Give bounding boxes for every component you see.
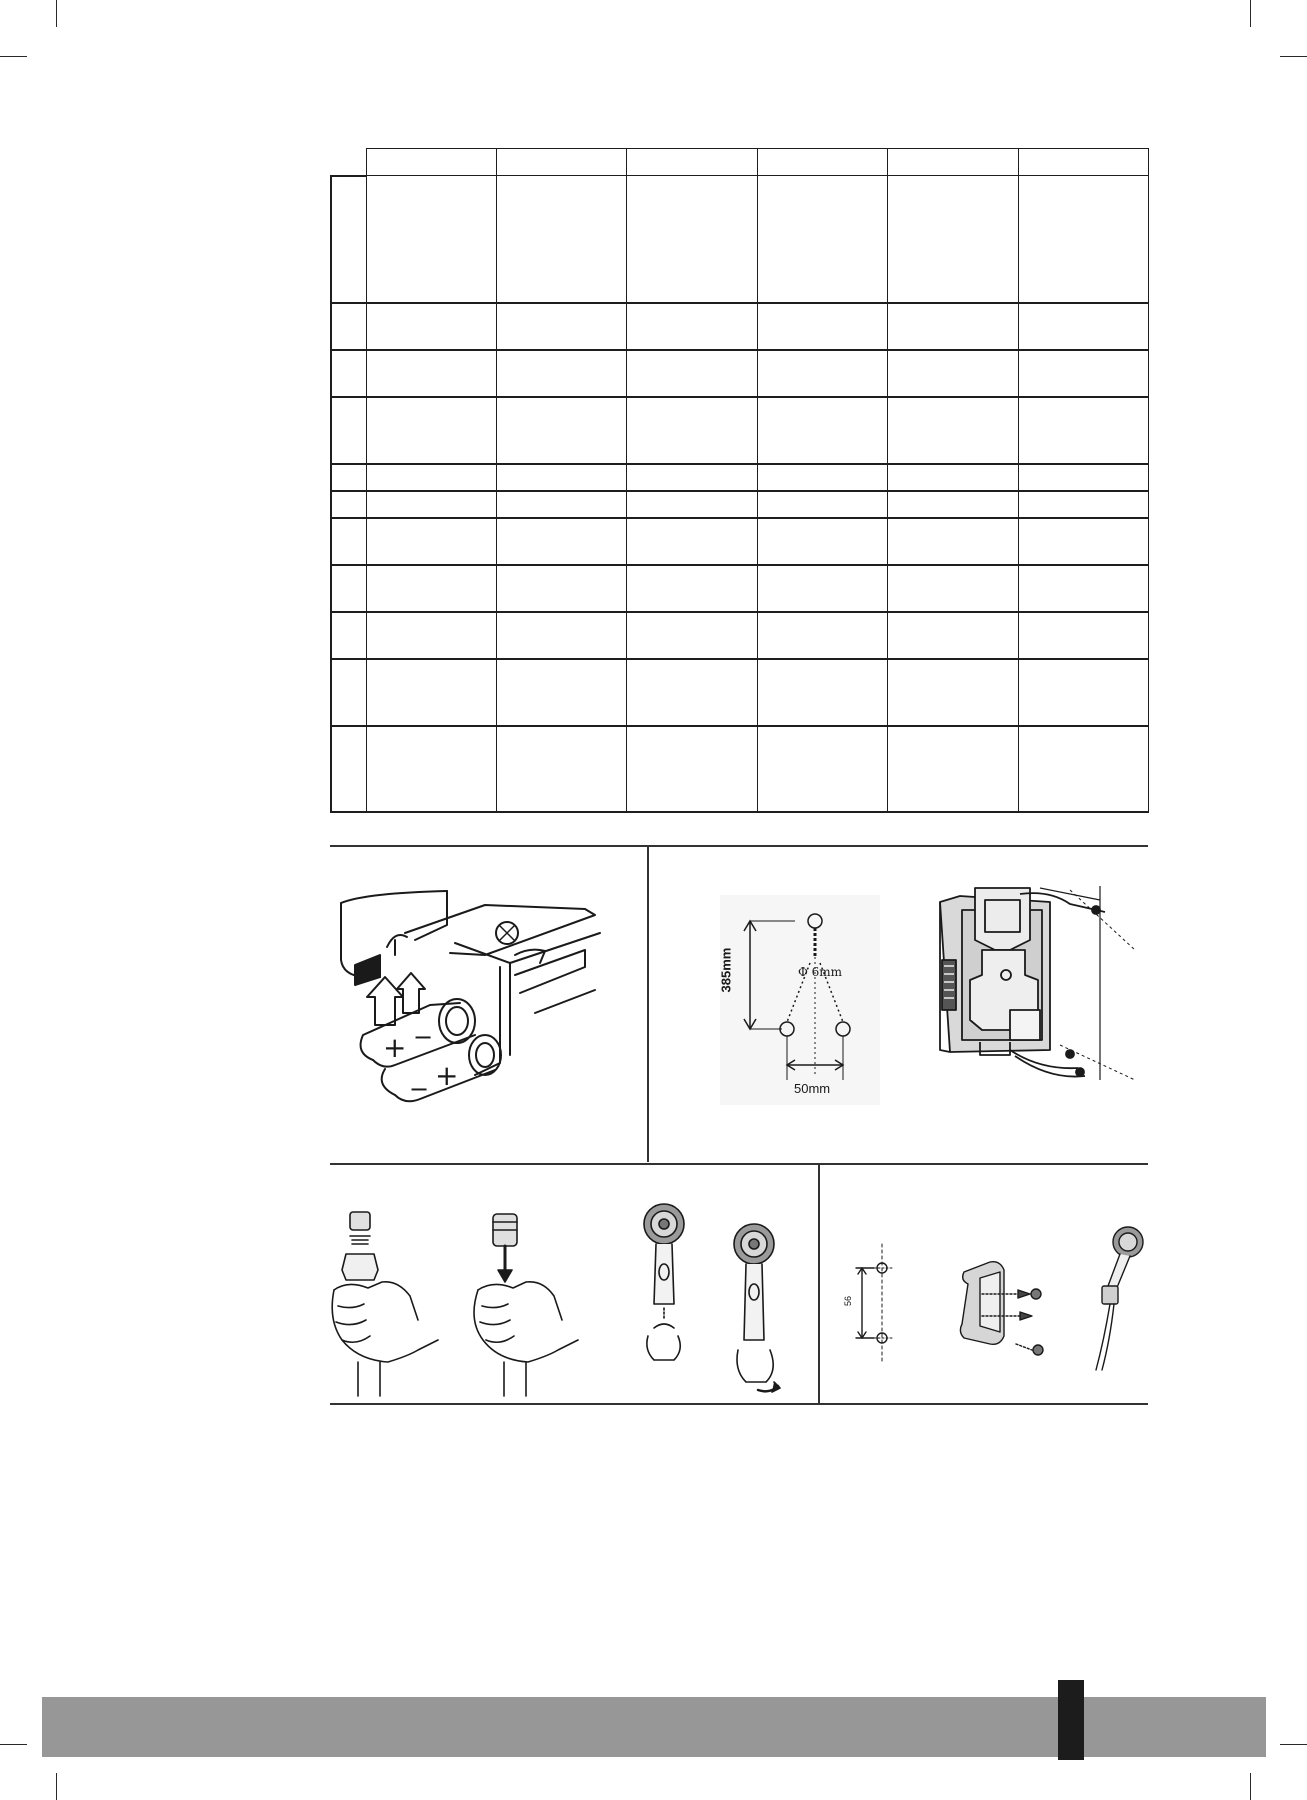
panel-divider	[330, 1403, 1148, 1405]
table-cell	[627, 612, 757, 659]
table-cell	[366, 350, 496, 397]
heater-on-wall-figure	[920, 880, 1150, 1095]
table-cell	[627, 397, 757, 464]
holder-mount-figure	[840, 1220, 1150, 1380]
row-number-cell	[331, 491, 366, 518]
table-cell	[366, 565, 496, 612]
svg-text:−: −	[409, 1075, 430, 1103]
table-cell	[888, 491, 1018, 518]
table-cell	[757, 491, 887, 518]
table-cell	[366, 464, 496, 491]
table-cell	[1018, 303, 1148, 350]
height-dimension-label: 385mm	[718, 947, 734, 993]
table-row	[331, 491, 1149, 518]
table-cell	[757, 397, 887, 464]
table-cell	[627, 565, 757, 612]
crop-mark	[1280, 1744, 1307, 1745]
table-cell	[888, 518, 1018, 565]
panel-divider	[818, 1163, 820, 1403]
table-cell	[888, 565, 1018, 612]
table-row	[331, 176, 1149, 303]
crop-mark	[1250, 1773, 1251, 1800]
spec-table	[330, 148, 1149, 813]
table-cell	[496, 726, 626, 812]
table-cell	[757, 612, 887, 659]
table-cell	[366, 612, 496, 659]
table-cell	[1018, 176, 1148, 303]
table-cell	[888, 464, 1018, 491]
battery-insertion-icon	[335, 885, 635, 1125]
table-cell	[888, 397, 1018, 464]
svg-text:−: −	[413, 1023, 434, 1051]
table-cell	[496, 659, 626, 726]
row-number-cell	[331, 350, 366, 397]
table-header-cell	[366, 149, 496, 176]
table-cell	[757, 726, 887, 812]
table-cell	[627, 303, 757, 350]
table-cell	[757, 464, 887, 491]
table-cell	[496, 464, 626, 491]
svg-text:+: +	[383, 1031, 407, 1064]
table-cell	[496, 612, 626, 659]
table-cell	[366, 176, 496, 303]
table-cell	[366, 726, 496, 812]
row-number-cell	[331, 659, 366, 726]
table-header-cell	[496, 149, 626, 176]
table-cell	[627, 464, 757, 491]
table-cell	[1018, 726, 1148, 812]
width-dimension-label: 50mm	[794, 1081, 831, 1096]
row-number-cell	[331, 303, 366, 350]
table-row	[331, 726, 1149, 812]
row-number-cell	[331, 726, 366, 812]
table-cell	[627, 350, 757, 397]
table-cell	[627, 726, 757, 812]
table-cell	[496, 176, 626, 303]
shower-holder-mount-icon	[840, 1220, 1150, 1380]
shower-filter-install-icon	[318, 1200, 798, 1400]
battery-insertion-figure	[335, 885, 635, 1125]
table-cell	[888, 303, 1018, 350]
table-cell	[496, 397, 626, 464]
panel-divider	[330, 1163, 1148, 1165]
spacing-dimension-label: 56	[843, 1296, 853, 1307]
table-header-row	[331, 149, 1149, 176]
table-cell	[496, 350, 626, 397]
table-cell	[1018, 350, 1148, 397]
table-cell	[496, 491, 626, 518]
table-cell	[366, 518, 496, 565]
row-number-cell	[331, 612, 366, 659]
table-header-cell	[888, 149, 1018, 176]
wall-mount-drilling-icon	[720, 895, 880, 1105]
table-cell	[1018, 491, 1148, 518]
table-cell	[627, 518, 757, 565]
table-cell	[757, 659, 887, 726]
crop-mark	[56, 1773, 57, 1800]
row-number-cell	[331, 565, 366, 612]
table-cell	[757, 565, 887, 612]
table-row	[331, 303, 1149, 350]
panel-divider	[330, 845, 1148, 847]
crop-mark	[1280, 56, 1307, 57]
table-cell	[1018, 518, 1148, 565]
table-cell	[627, 176, 757, 303]
table-cell	[496, 518, 626, 565]
table-cell	[496, 303, 626, 350]
table-cell	[888, 726, 1018, 812]
table-cell	[888, 176, 1018, 303]
table-header-cell	[1018, 149, 1148, 176]
table-cell	[757, 350, 887, 397]
table-cell	[1018, 659, 1148, 726]
table-cell	[888, 350, 1018, 397]
table-cell	[1018, 612, 1148, 659]
table-cell	[366, 659, 496, 726]
table-row	[331, 350, 1149, 397]
table-cell	[757, 303, 887, 350]
table-cell	[366, 303, 496, 350]
table-cell	[888, 659, 1018, 726]
heater-on-wall-icon	[920, 880, 1150, 1095]
table-row	[331, 464, 1149, 491]
row-number-cell	[331, 176, 366, 303]
row-number-cell	[331, 397, 366, 464]
page-tab	[1058, 1680, 1084, 1760]
crop-mark	[1250, 0, 1251, 27]
table-cell	[627, 491, 757, 518]
table-cell	[757, 518, 887, 565]
table-cell	[888, 612, 1018, 659]
svg-text:+: +	[435, 1059, 459, 1092]
table-cell	[757, 176, 887, 303]
table-header-cell	[627, 149, 757, 176]
table-row	[331, 612, 1149, 659]
table-cell	[496, 565, 626, 612]
crop-mark	[56, 0, 57, 27]
table-cell	[1018, 397, 1148, 464]
table-cell	[1018, 464, 1148, 491]
panel-divider	[647, 845, 649, 1162]
row-number-cell	[331, 518, 366, 565]
table-cell	[366, 491, 496, 518]
table-cell	[366, 397, 496, 464]
table-cell	[1018, 565, 1148, 612]
table-row	[331, 518, 1149, 565]
row-number-cell	[331, 464, 366, 491]
table-cell	[627, 659, 757, 726]
shower-filter-figure	[318, 1200, 798, 1400]
table-header-cell	[757, 149, 887, 176]
crop-mark	[0, 56, 27, 57]
table-row	[331, 565, 1149, 612]
wall-mount-figure	[720, 895, 880, 1105]
table-row	[331, 397, 1149, 464]
crop-mark	[0, 1744, 27, 1745]
hole-diameter-label: Φ 6mm	[798, 965, 843, 979]
table-row	[331, 659, 1149, 726]
